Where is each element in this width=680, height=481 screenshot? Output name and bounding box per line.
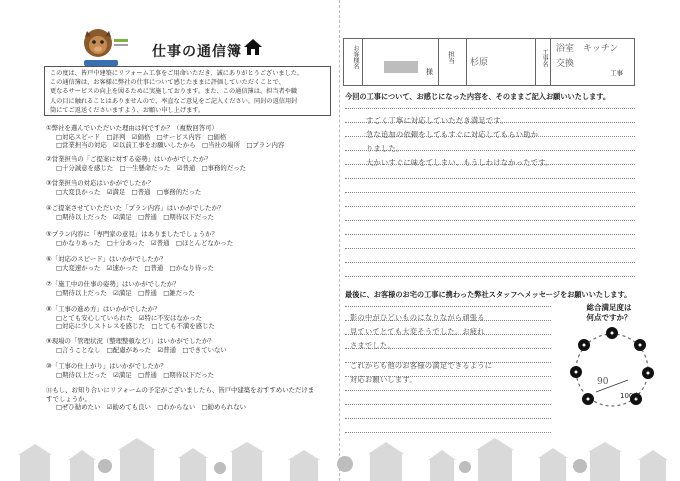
message-line[interactable]: 対応お願いします。 [350, 375, 417, 384]
intro-line: この度は、皆戸中建築にリフォーム工事をご用命いただき、誠にありがとうございました。 [50, 70, 304, 77]
question-text: ④ご提案させていただいた「プラン内容」はいかがでしたか？ [46, 204, 225, 212]
honorific: 様 [426, 68, 433, 76]
comment-line[interactable]: りました。 [366, 144, 404, 153]
question-options[interactable]: □期待以上だった ☑満足 □普通 □期待以下だった [56, 212, 215, 221]
question-10 [46, 362, 336, 379]
question-3 [46, 179, 336, 196]
question-options[interactable]: □十分誠意を感じた □一生懸命だった ☑普通 □事務的だった [56, 163, 246, 172]
question-text: ⑨現場の「管理状況（整理整頓など）」はいかがでしたか？ [46, 337, 215, 345]
comment-line[interactable]: すごく丁寧に対応していただき満足です。 [366, 116, 508, 125]
question-4 [46, 204, 336, 221]
question-text: ③営業担当の対応はいかがでしたか？ [46, 179, 154, 187]
intro-line: 人の目に触れることはありませんので、率直なご意見をご記入ください。同封の返信用封 [50, 97, 298, 105]
boar-mascot-logo [78, 22, 132, 68]
intro-line: この通信簿は、お客様に弊社の仕事について感じたままに評価していただくことで、 [50, 79, 285, 87]
score-max: 100点 [620, 392, 641, 400]
intro-line: 筒にてご返送くださいますよう、お願い申し上げます。 [50, 106, 205, 114]
question-options[interactable]: □とても安心していられた ☑特に不安はなかった [56, 313, 202, 322]
question-text: ②営業担当の「ご提案に対する姿勢」はいかがでしたか？ [46, 155, 212, 163]
message-line[interactable]: これからも他のお客様の満足できるように [350, 361, 493, 370]
comment-line[interactable]: 急な追加の依頼をしてもすぐに対応してもらい助か [366, 130, 539, 139]
question-text: ⑧「工事の進め方」はいかがでしたか？ [46, 305, 161, 313]
section2-title: 最後に、お客様のお宅の工事に携わった弊社スタッフへメッセージをお願いいたします。 [345, 290, 632, 299]
question-8 [46, 305, 336, 331]
message-line[interactable]: 影の中がひどいものになりながら頑張る [350, 313, 485, 322]
staff-name[interactable]: 杉原 [470, 58, 489, 68]
question-options[interactable]: □営業担当の対応 ☑以前工事をお願いしたから □当社の場所 □プラン内容 [56, 141, 285, 150]
question-text: ⑤プラン内容に「専門家の意見」はありましたでしょうか？ [46, 230, 218, 238]
score-value[interactable]: 90 [597, 377, 609, 387]
question-2 [46, 155, 336, 172]
intro-line: 更なるサービスの向上を図るために実施しております。また、この通信簿は、担当者や職 [50, 88, 298, 96]
intro-box [44, 66, 331, 116]
question-options[interactable]: □かなりあった □十分あった ☑普通 □ほとんどなかった [56, 238, 234, 247]
question-options[interactable]: □ぜひ勧めたい ☑勧めても良い □わからない □勧められない [56, 403, 246, 412]
house-icon [244, 39, 262, 55]
town-illustration [0, 400, 680, 481]
redacted-name [384, 61, 418, 73]
question-text: ⑦「施工中の仕事の姿勢」はいかがでしたか？ [46, 280, 180, 288]
question-options[interactable]: □期待以上だった ☑満足 □普通 □雑だった [56, 288, 195, 297]
question-6 [46, 255, 336, 272]
work-name-2[interactable]: 交換 [556, 59, 575, 69]
work-label: 工事名 [541, 49, 548, 67]
question-options[interactable]: □対応スピード □評判 ☑価格 □サービス内容 □価格 [56, 132, 227, 141]
score-title: 総合満足度は 何点ですか？ [586, 303, 632, 322]
question-options[interactable]: □期待以上だった ☑満足 □普通 □期待以下だった [56, 370, 215, 379]
question-5 [46, 230, 336, 247]
question-9 [46, 337, 336, 354]
question-options[interactable]: □言うことなし □配慮があった ☑普通 □できていない [56, 345, 227, 354]
question-text: ⑥「対応のスピード」はいかがでしたか？ [46, 255, 167, 263]
page-title: 仕事の通信簿 [152, 44, 242, 60]
staff-label: 担当 [447, 51, 455, 64]
question-options[interactable]: □大変良かった ☑満足 □普通 □事務的だった [56, 187, 202, 196]
customer-name-label: お客様名 [352, 45, 359, 69]
question-text: ⑩「工事の仕上がり」はいかがでしたか？ [46, 362, 167, 370]
work-name-1[interactable]: 浴室 キッチン [556, 44, 619, 54]
question-options[interactable]: □対応に少しストレスを感じた □とても不満を感じた [56, 322, 215, 331]
work-suffix: 工事 [610, 69, 623, 77]
message-line[interactable]: 見ていてとても大変そうでした。お疲れ [350, 327, 485, 336]
question-options[interactable]: □大変速かった ☑速かった □普通 □かなり待った [56, 263, 215, 272]
message-line[interactable]: さまでした。 [350, 341, 395, 350]
question-text: ⑪もし、お知り合いにリフォームの予定がございましたら、皆戸中建築をおすすめいただけますでしょうか。 [46, 386, 315, 403]
question-7 [46, 280, 336, 297]
section1-title: 今回の工事について、お感じになった内容を、そのままご記入お願いいたします。 [345, 92, 611, 101]
comment-line[interactable]: 大かいすぐに味をてしまい、もうしわけなかったです。 [366, 158, 553, 167]
question-1 [46, 124, 336, 150]
question-text: ①弊社を選んでいただいた理由は何ですか？（複数回答可） [46, 124, 218, 132]
